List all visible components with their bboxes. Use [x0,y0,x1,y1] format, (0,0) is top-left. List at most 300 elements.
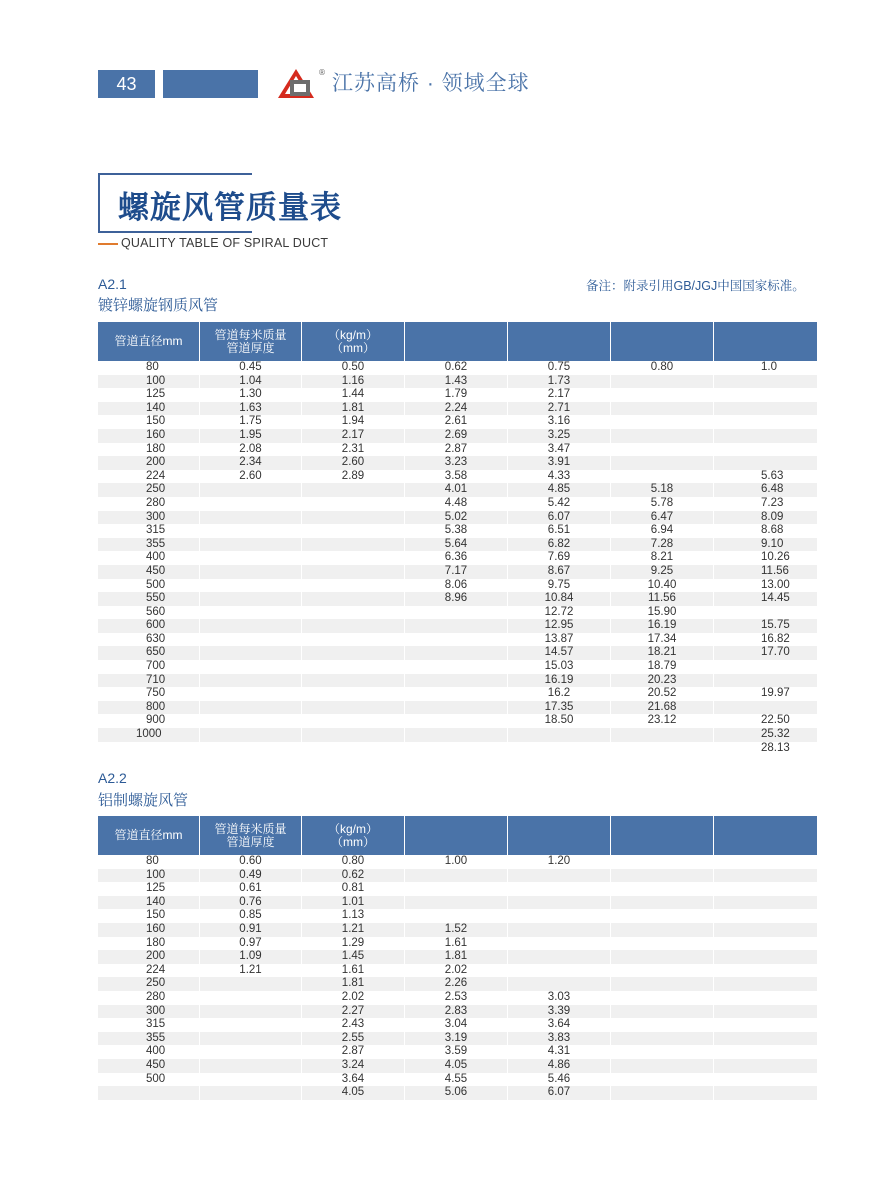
table-cell [405,674,508,688]
table-cell: 6.48 [761,483,784,496]
table-cell: 3.19 [405,1032,508,1046]
table-cell: 3.64 [302,1073,405,1087]
table-cell: 1.75 [200,415,302,429]
table-cell [200,701,302,715]
table-cell [508,742,611,756]
table-row [98,660,817,674]
brand-slogan: 江苏高桥 · 领域全球 [332,72,530,95]
table-cell [714,977,817,991]
table-cell: 2.17 [508,388,611,402]
table-cell: 100 [98,375,200,389]
table-cell: 1.61 [405,937,508,951]
table-cell [714,950,817,964]
table-cell [508,950,611,964]
table-cell: 16.19 [611,619,714,633]
table-cell: 5.78 [611,497,714,511]
table-cell: 12.72 [508,606,611,620]
table-row [98,991,817,1005]
table-cell: 15.75 [761,619,790,632]
table-cell [714,964,817,978]
table-row [98,538,817,552]
table-row [98,565,817,579]
table-row [98,701,817,715]
table-cell: 13.87 [508,633,611,647]
table-cell: 1.30 [200,388,302,402]
table-cell [405,660,508,674]
table-row [98,896,817,910]
table-cell [714,991,817,1005]
table-cell: 80 [98,855,200,869]
table-cell [200,565,302,579]
table-cell [200,619,302,633]
table-cell: 1.63 [200,402,302,416]
table-cell [714,388,817,402]
table-cell: 3.83 [508,1032,611,1046]
table-cell: 2.02 [302,991,405,1005]
table-cell: 600 [98,619,200,633]
table-cell [405,606,508,620]
table-cell [611,964,714,978]
table-cell [302,579,405,593]
table-cell: 3.59 [405,1045,508,1059]
table-cell [302,742,405,756]
table-cell: 300 [98,1005,200,1019]
table-cell: 6.07 [508,511,611,525]
table-row [98,415,817,429]
table-cell [508,964,611,978]
table-row [98,361,817,375]
table-cell: 19.97 [761,687,790,700]
table-cell: 16.82 [761,632,790,645]
company-logo [276,66,326,100]
table-cell: 1.21 [200,964,302,978]
table-row [98,579,817,593]
table-cell: 1.61 [302,964,405,978]
table-cell [200,592,302,606]
table-cell: 9.25 [611,565,714,579]
header-cell [405,816,508,855]
table-cell: 2.71 [508,402,611,416]
table-cell [200,1032,302,1046]
table-cell: 400 [98,551,200,565]
table-row [98,977,817,991]
table-cell: 3.58 [405,470,508,484]
table-cell [611,977,714,991]
table-cell: 150 [98,415,200,429]
table-cell [508,896,611,910]
table-cell [714,674,817,688]
table-cell: 280 [98,497,200,511]
table-cell: 7.28 [611,538,714,552]
table-cell [405,646,508,660]
registered-mark: ® [318,68,326,77]
table-cell: 14.45 [761,592,790,605]
table-cell: 0.85 [200,909,302,923]
table-cell: 17.70 [761,646,790,659]
table-cell [714,909,817,923]
table-cell: 7.17 [405,565,508,579]
table-cell: 5.46 [508,1073,611,1087]
table-cell: 450 [98,1059,200,1073]
table-cell [200,714,302,728]
table-cell [405,882,508,896]
table-cell [611,728,714,742]
table-cell [200,977,302,991]
table-cell [200,742,302,756]
table-row [98,524,817,538]
table-cell [302,701,405,715]
table-cell: 8.09 [761,510,784,523]
table-row [98,855,817,869]
table-cell [611,402,714,416]
table-cell [405,687,508,701]
table-cell [200,1005,302,1019]
table-cell: 25.32 [761,728,790,741]
table-cell [200,551,302,565]
table-row [98,1086,817,1100]
table-cell: 28.13 [761,741,790,754]
table-cell [714,896,817,910]
table-cell [200,991,302,1005]
table-cell [714,375,817,389]
table-cell: 10.26 [761,551,790,564]
table-cell [405,619,508,633]
table-cell: 5.38 [405,524,508,538]
table-cell: 3.39 [508,1005,611,1019]
table-cell: 22.50 [761,714,790,727]
header-cell: （kg/m） （mm） [302,816,405,855]
table-cell: 160 [98,923,200,937]
table-cell: 0.50 [302,361,405,375]
table-cell [611,1032,714,1046]
table-cell: 900 [98,714,200,728]
table-cell [611,1018,714,1032]
table-cell: 6.51 [508,524,611,538]
table-cell [611,991,714,1005]
table-cell: 5.42 [508,497,611,511]
table-cell [302,483,405,497]
table-cell [98,1086,200,1100]
table-cell: 3.25 [508,429,611,443]
table-body [98,855,817,1100]
table-cell: 2.87 [405,443,508,457]
table-cell [200,497,302,511]
table-cell: 1.73 [508,375,611,389]
table-cell [302,633,405,647]
table-cell: 5.64 [405,538,508,552]
table-row [98,869,817,883]
table-cell: 6.36 [405,551,508,565]
table-cell: 2.43 [302,1018,405,1032]
table-cell [200,674,302,688]
table-cell [508,937,611,951]
section-code-a22: A2.2 [98,770,127,786]
table-cell: 6.82 [508,538,611,552]
table-cell: 180 [98,443,200,457]
table-header [98,322,817,361]
table-cell: 150 [98,909,200,923]
table-cell: 700 [98,660,200,674]
table-cell: 21.68 [611,701,714,715]
table-cell: 0.80 [611,361,714,375]
table-cell: 630 [98,633,200,647]
table-cell: 0.91 [200,923,302,937]
table-cell: 6.94 [611,524,714,538]
table-cell: 3.16 [508,415,611,429]
table-cell: 200 [98,950,200,964]
table-cell: 2.34 [200,456,302,470]
table-cell: 100 [98,869,200,883]
table-cell [611,909,714,923]
table-cell [611,1059,714,1073]
table-cell: 0.61 [200,882,302,896]
table-cell [302,497,405,511]
table-cell: 12.95 [508,619,611,633]
table-cell [714,456,817,470]
table-cell: 224 [98,964,200,978]
table-cell: 1.09 [200,950,302,964]
header-cell [714,322,817,361]
table-cell [611,869,714,883]
table-cell: 1.79 [405,388,508,402]
table-cell [405,909,508,923]
table-cell [611,1086,714,1100]
table-cell [611,937,714,951]
table-cell: 224 [98,470,200,484]
table-cell: 0.76 [200,896,302,910]
table-cell: 3.47 [508,443,611,457]
table-cell [714,882,817,896]
table-cell: 15.03 [508,660,611,674]
table-row [98,429,817,443]
table-cell: 9.75 [508,579,611,593]
title-dash [98,243,118,245]
section-name-a21: 镀锌螺旋钢质风管 [98,297,219,314]
table-cell [611,415,714,429]
table-row [98,606,817,620]
table-cell [405,714,508,728]
table-cell [714,1086,817,1100]
table-cell [714,606,817,620]
table-row [98,674,817,688]
table-cell: 8.67 [508,565,611,579]
table-cell: 140 [98,402,200,416]
table-cell: 500 [98,579,200,593]
table-cell: 300 [98,511,200,525]
table-cell [200,606,302,620]
table-row [98,497,817,511]
table-row [98,551,817,565]
table-row [98,909,817,923]
table-cell: 4.05 [302,1086,405,1100]
table-row [98,592,817,606]
table-cell [200,579,302,593]
table-row [98,375,817,389]
table-cell: 3.03 [508,991,611,1005]
table-cell [508,977,611,991]
table-cell: 4.01 [405,483,508,497]
table-cell [200,483,302,497]
table-cell [302,660,405,674]
table-row [98,443,817,457]
table-cell [302,538,405,552]
table-cell: 2.61 [405,415,508,429]
table-cell [714,937,817,951]
table-cell: 450 [98,565,200,579]
table-cell [508,869,611,883]
table-cell [200,1045,302,1059]
table-cell: 13.00 [761,578,790,591]
table-cell [714,923,817,937]
table-row [98,1059,817,1073]
table-cell [405,701,508,715]
table-cell: 0.75 [508,361,611,375]
table-cell: 20.23 [611,674,714,688]
table-cell: 3.91 [508,456,611,470]
table-row [98,964,817,978]
table-cell [714,869,817,883]
table-cell: 7.69 [508,551,611,565]
table-cell [508,909,611,923]
table-cell: 3.04 [405,1018,508,1032]
header-cell [611,816,714,855]
table-cell [611,882,714,896]
table-cell [714,1018,817,1032]
table-cell: 2.55 [302,1032,405,1046]
table-cell: 9.10 [761,537,784,550]
table-cell: 2.87 [302,1045,405,1059]
table-cell: 17.34 [611,633,714,647]
table-cell [200,660,302,674]
table-cell [302,687,405,701]
table-cell [200,728,302,742]
table-cell [200,524,302,538]
table-cell [98,742,200,756]
table-cell: 2.08 [200,443,302,457]
table-cell [611,742,714,756]
table-cell: 8.21 [611,551,714,565]
table-cell: 1.94 [302,415,405,429]
remark-note: 备注：附录引用GB/JGJ中国国家标准。 [586,279,805,293]
table-cell [302,511,405,525]
table-cell [714,1005,817,1019]
spiral-steel-duct-table [98,322,817,755]
table-row [98,402,817,416]
table-cell: 2.27 [302,1005,405,1019]
table-cell: 18.21 [611,646,714,660]
table-cell: 180 [98,937,200,951]
table-row [98,483,817,497]
table-cell: 11.56 [761,564,789,577]
table-cell: 1.81 [405,950,508,964]
table-cell [200,1018,302,1032]
table-cell: 8.06 [405,579,508,593]
table-cell [405,633,508,647]
table-cell [611,1073,714,1087]
table-cell [200,687,302,701]
page-number: 43 [98,70,155,98]
table-cell: 1.00 [405,855,508,869]
table-cell: 18.50 [508,714,611,728]
table-cell: 5.06 [405,1086,508,1100]
table-cell [611,1045,714,1059]
table-row [98,388,817,402]
table-cell [200,1059,302,1073]
table-cell: 1.44 [302,388,405,402]
table-cell: 800 [98,701,200,715]
table-cell: 315 [98,524,200,538]
table-cell: 20.52 [611,687,714,701]
table-cell: 1.81 [302,402,405,416]
table-cell: 355 [98,1032,200,1046]
table-cell: 3.64 [508,1018,611,1032]
table-cell: 80 [98,361,200,375]
table-cell [302,551,405,565]
table-cell [405,869,508,883]
table-cell: 550 [98,592,200,606]
spiral-aluminum-duct-table [98,816,817,1100]
table-row [98,470,817,484]
table-cell: 8.96 [405,592,508,606]
header-cell [611,322,714,361]
table-cell: 2.24 [405,402,508,416]
header-bar [163,70,258,98]
table-row [98,882,817,896]
table-cell: 0.62 [405,361,508,375]
table-cell: 2.60 [200,470,302,484]
header-cell: 管道直径mm [98,322,200,361]
table-cell: 1.43 [405,375,508,389]
table-cell: 355 [98,538,200,552]
table-row [98,950,817,964]
table-cell: 3.24 [302,1059,405,1073]
table-cell: 1.20 [508,855,611,869]
table-cell: 2.17 [302,429,405,443]
table-cell: 7.23 [761,496,784,509]
table-cell [302,524,405,538]
table-cell: 125 [98,882,200,896]
table-cell: 750 [98,687,200,701]
header-cell: 管道直径mm [98,816,200,855]
table-cell: 3.23 [405,456,508,470]
table-cell: 1.16 [302,375,405,389]
header-cell: 管道每米质量 管道厚度 [200,322,302,361]
table-cell [508,882,611,896]
table-cell: 10.84 [508,592,611,606]
table-cell: 16.2 [508,687,611,701]
table-cell: 18.79 [611,660,714,674]
table-cell: 4.48 [405,497,508,511]
table-cell: 10.40 [611,579,714,593]
table-cell: 0.97 [200,937,302,951]
table-cell [611,923,714,937]
table-cell: 0.45 [200,361,302,375]
table-cell: 125 [98,388,200,402]
table-cell: 2.69 [405,429,508,443]
table-cell: 2.31 [302,443,405,457]
table-cell: 250 [98,977,200,991]
table-cell: 0.49 [200,869,302,883]
table-row [98,1073,817,1087]
table-cell: 2.89 [302,470,405,484]
table-cell [611,470,714,484]
table-cell: 14.57 [508,646,611,660]
table-cell: 2.26 [405,977,508,991]
table-cell [200,633,302,647]
table-cell: 1.13 [302,909,405,923]
table-row [98,714,817,728]
table-row [98,728,817,742]
